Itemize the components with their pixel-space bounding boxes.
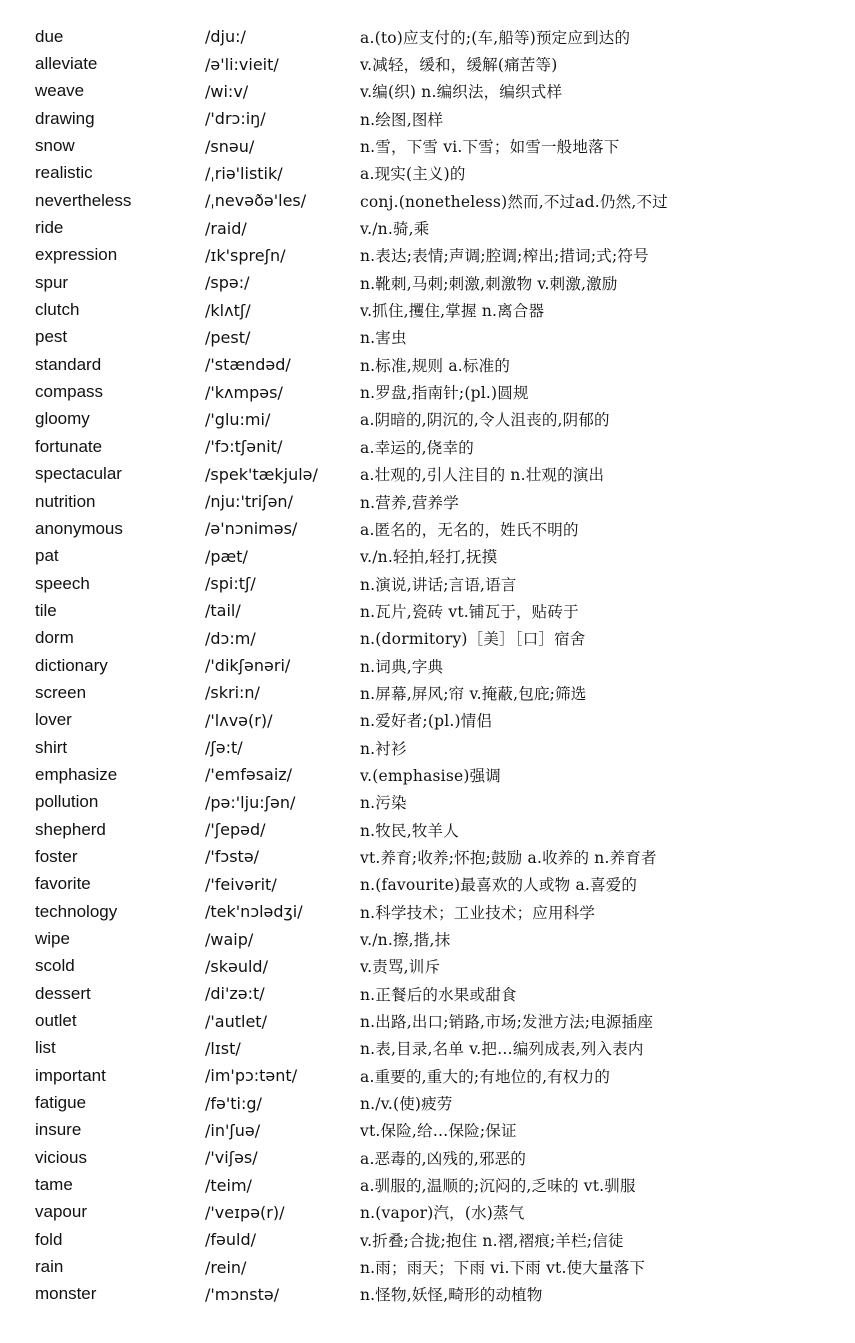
entry-phonetic: /pæt/ — [205, 546, 248, 566]
vocab-entry — [35, 734, 840, 761]
entry-word: list — [35, 1038, 56, 1058]
entry-definition: n.衬衫 — [360, 739, 407, 758]
entry-phonetic: /nju:'triʃən/ — [205, 492, 293, 512]
entry-phonetic: /'glu:mi/ — [205, 409, 271, 429]
entry-word: realistic — [35, 163, 93, 183]
entry-word: wipe — [35, 929, 70, 949]
entry-word: gloomy — [35, 409, 90, 429]
entry-phonetic: /spi:tʃ/ — [205, 574, 256, 594]
entry-definition: n./v.(使)疲劳 — [360, 1095, 453, 1114]
entry-definition: n.怪物,妖怪,畸形的动植物 — [360, 1286, 543, 1305]
vocab-entry — [35, 324, 840, 351]
entry-phonetic: /'dikʃənəri/ — [205, 656, 291, 676]
entry-phonetic: /'kʌmpəs/ — [205, 382, 283, 402]
vocab-entry — [35, 789, 840, 816]
vocab-entry — [35, 679, 840, 706]
entry-word: spur — [35, 272, 69, 292]
entry-definition: n.绘图,图样 — [360, 110, 444, 129]
entry-definition: a.现实(主义)的 — [360, 165, 466, 184]
entry-word: insure — [35, 1120, 82, 1140]
entry-phonetic: /ˌriə'listik/ — [205, 163, 283, 183]
vocab-entry — [35, 378, 840, 405]
entry-definition: a.(to)应支付的;(车,船等)预定应到达的 — [360, 28, 631, 47]
entry-word: fortunate — [35, 436, 103, 456]
vocab-entry — [35, 160, 840, 187]
entry-definition: v.(emphasise)强调 — [360, 766, 501, 785]
entry-phonetic: /rein/ — [205, 1257, 247, 1277]
entry-definition: n.罗盘,指南针;(pl.)圆规 — [360, 384, 529, 403]
entry-definition: n.出路,出口;销路,市场;发泄方法;电源插座 — [360, 1013, 654, 1032]
entry-definition: v./n.骑,乘 — [360, 220, 430, 239]
vocab-entry — [35, 515, 840, 542]
entry-definition: a.匿名的，无名的，姓氏不明的 — [360, 520, 579, 539]
entry-definition: vt.保险,给…保险;保证 — [360, 1122, 517, 1141]
vocab-entry — [35, 871, 840, 898]
vocab-entry — [35, 1171, 840, 1198]
vocab-entry — [35, 269, 840, 296]
entry-definition: a.驯服的,温顺的;沉闷的,乏味的 vt.驯服 — [360, 1177, 636, 1196]
entry-word: dessert — [35, 983, 91, 1003]
vocab-entry — [35, 132, 840, 159]
entry-phonetic: /wi:v/ — [205, 81, 249, 101]
vocab-entry — [35, 406, 840, 433]
entry-phonetic: /tek'nɔlədʒi/ — [205, 902, 303, 922]
entry-word: dictionary — [35, 655, 108, 675]
entry-definition: conj.(nonetheless)然而,不过ad.仍然,不过 — [360, 192, 668, 211]
vocab-entry — [35, 433, 840, 460]
entry-definition: n.靴刺,马刺;刺激,刺激物 v.刺激,激励 — [360, 274, 618, 293]
vocab-entry — [35, 652, 840, 679]
entry-word: emphasize — [35, 764, 118, 784]
entry-word: foster — [35, 846, 78, 866]
entry-phonetic: /ə'nɔniməs/ — [205, 519, 298, 539]
entry-word: alleviate — [35, 54, 98, 74]
entry-phonetic: /fə'ti:g/ — [205, 1093, 262, 1113]
vocab-entry — [35, 488, 840, 515]
entry-phonetic: /pə:'lju:ʃən/ — [205, 792, 296, 812]
entry-word: technology — [35, 901, 118, 921]
vocab-entry — [35, 1007, 840, 1034]
entry-phonetic: /ˌnevəðə'les/ — [205, 191, 307, 211]
entry-phonetic: /'veɪpə(r)/ — [205, 1202, 285, 1222]
entry-definition: a.壮观的,引人注目的 n.壮观的演出 — [360, 466, 605, 485]
entry-phonetic: /'viʃəs/ — [205, 1148, 258, 1168]
entry-definition: v.编(织) n.编织法，编织式样 — [360, 83, 563, 102]
entry-word: ride — [35, 218, 64, 238]
entry-definition: a.恶毒的,凶残的,邪恶的 — [360, 1149, 527, 1168]
entry-phonetic: /'stændəd/ — [205, 355, 291, 375]
vocab-entry — [35, 214, 840, 241]
entry-definition: n.正餐后的水果或甜食 — [360, 985, 517, 1004]
vocab-entry — [35, 1253, 840, 1280]
entry-word: pest — [35, 327, 68, 347]
vocab-entry — [35, 1144, 840, 1171]
entry-phonetic: /ə'li:vieit/ — [205, 54, 279, 74]
entry-phonetic: /skri:n/ — [205, 683, 260, 703]
entry-phonetic: /fəuld/ — [205, 1230, 256, 1250]
vocab-entry — [35, 1062, 840, 1089]
entry-definition: v.责骂,训斥 — [360, 958, 441, 977]
vocab-entry — [35, 816, 840, 843]
entry-definition: n.雪，下雪 vi.下雪；如雪一般地落下 — [360, 138, 620, 157]
entry-definition: a.重要的,重大的;有地位的,有权力的 — [360, 1067, 611, 1086]
entry-phonetic: /'emfəsaiz/ — [205, 765, 293, 785]
entry-definition: n.标准,规则 a.标准的 — [360, 356, 511, 375]
entry-definition: n.牧民,牧羊人 — [360, 821, 459, 840]
vocab-entry — [35, 78, 840, 105]
entry-definition: n.(dormitory)［美］［口］宿舍 — [360, 630, 586, 649]
entry-definition: v./n.轻拍,轻打,抚摸 — [360, 548, 498, 567]
entry-word: spectacular — [35, 464, 122, 484]
entry-word: nutrition — [35, 491, 96, 511]
entry-definition: n.表达;表情;声调;腔调;榨出;措词;式;符号 — [360, 247, 649, 266]
vocab-entry — [35, 761, 840, 788]
vocab-entry — [35, 570, 840, 597]
entry-phonetic: /'ʃepəd/ — [205, 820, 266, 840]
entry-word: rain — [35, 1257, 64, 1277]
entry-word: nevertheless — [35, 190, 132, 210]
entry-definition: n.词典,字典 — [360, 657, 444, 676]
entry-definition: n.营养,营养学 — [360, 493, 459, 512]
entry-phonetic: /snəu/ — [205, 136, 255, 156]
vocab-entry — [35, 1226, 840, 1253]
vocabulary-list — [35, 23, 840, 1308]
entry-word: pollution — [35, 792, 99, 812]
entry-phonetic: /spek'tækjulə/ — [205, 464, 318, 484]
vocab-entry — [35, 242, 840, 269]
vocab-entry — [35, 1199, 840, 1226]
entry-definition: n.雨；雨天；下雨 vi.下雨 vt.使大量落下 — [360, 1259, 646, 1278]
entry-definition: a.幸运的,侥幸的 — [360, 438, 474, 457]
entry-phonetic: /dju:/ — [205, 27, 246, 47]
entry-phonetic: /in'ʃuə/ — [205, 1120, 261, 1140]
vocab-entry — [35, 296, 840, 323]
entry-phonetic: /'lʌvə(r)/ — [205, 710, 273, 730]
vocab-entry — [35, 980, 840, 1007]
entry-word: tile — [35, 600, 57, 620]
entry-definition: n.演说,讲话;言语,语言 — [360, 575, 517, 594]
vocab-entry — [35, 23, 840, 50]
entry-definition: v./n.擦,揩,抹 — [360, 931, 451, 950]
entry-phonetic: /'autlet/ — [205, 1011, 267, 1031]
entry-word: monster — [35, 1284, 97, 1304]
entry-phonetic: /ʃə:t/ — [205, 738, 243, 758]
vocab-entry — [35, 843, 840, 870]
entry-phonetic: /spə:/ — [205, 273, 250, 293]
vocab-entry — [35, 1035, 840, 1062]
entry-definition: n.爱好者;(pl.)情侣 — [360, 712, 493, 731]
entry-phonetic: /klʌtʃ/ — [205, 300, 251, 320]
entry-definition: n.(vapor)汽，(水)蒸气 — [360, 1204, 525, 1223]
entry-phonetic: /raid/ — [205, 218, 247, 238]
entry-phonetic: /skəuld/ — [205, 956, 268, 976]
entry-word: speech — [35, 573, 90, 593]
entry-phonetic: /ɪk'spreʃn/ — [205, 245, 286, 265]
entry-word: due — [35, 26, 64, 46]
entry-word: tame — [35, 1175, 73, 1195]
entry-word: lover — [35, 710, 72, 730]
entry-phonetic: /waip/ — [205, 929, 254, 949]
entry-phonetic: /di'zə:t/ — [205, 984, 265, 1004]
entry-phonetic: /'mɔnstə/ — [205, 1284, 280, 1304]
entry-word: shepherd — [35, 819, 106, 839]
entry-phonetic: /lɪst/ — [205, 1038, 241, 1058]
entry-definition: v.折叠;合拢;抱住 n.褶,褶痕;羊栏;信徒 — [360, 1231, 624, 1250]
entry-phonetic: /dɔ:m/ — [205, 628, 256, 648]
entry-phonetic: /'feivərit/ — [205, 874, 277, 894]
entry-phonetic: /pest/ — [205, 327, 251, 347]
entry-definition: a.阴暗的,阴沉的,令人沮丧的,阴郁的 — [360, 411, 610, 430]
entry-definition: v.减轻，缓和，缓解(痛苦等) — [360, 56, 558, 75]
vocab-entry — [35, 1089, 840, 1116]
entry-word: vapour — [35, 1202, 87, 1222]
vocab-entry — [35, 1281, 840, 1308]
vocab-entry — [35, 953, 840, 980]
vocab-entry — [35, 707, 840, 734]
entry-definition: n.瓦片,瓷砖 vt.铺瓦于，贴砖于 — [360, 602, 579, 621]
entry-definition: v.抓住,攫住,掌握 n.离合器 — [360, 302, 545, 321]
vocab-entry — [35, 543, 840, 570]
entry-word: drawing — [35, 108, 95, 128]
entry-phonetic: /teim/ — [205, 1175, 252, 1195]
entry-word: standard — [35, 354, 102, 374]
entry-word: weave — [35, 81, 85, 101]
entry-word: fatigue — [35, 1093, 87, 1113]
entry-word: vicious — [35, 1147, 87, 1167]
entry-phonetic: /tail/ — [205, 601, 241, 621]
vocab-entry — [35, 105, 840, 132]
entry-word: scold — [35, 956, 75, 976]
entry-definition: n.(favourite)最喜欢的人或物 a.喜爱的 — [360, 876, 638, 895]
vocab-entry — [35, 187, 840, 214]
entry-word: clutch — [35, 300, 80, 320]
vocab-entry — [35, 625, 840, 652]
entry-phonetic: /im'pɔ:tənt/ — [205, 1066, 298, 1086]
vocab-entry — [35, 351, 840, 378]
entry-definition: n.害虫 — [360, 329, 407, 348]
entry-word: outlet — [35, 1011, 77, 1031]
vocab-entry — [35, 898, 840, 925]
entry-definition: n.屏幕,屏风;帘 v.掩蔽,包庇;筛选 — [360, 684, 587, 703]
entry-word: anonymous — [35, 518, 123, 538]
entry-word: snow — [35, 136, 75, 156]
entry-word: pat — [35, 546, 59, 566]
entry-phonetic: /'drɔ:iŋ/ — [205, 109, 266, 129]
entry-word: dorm — [35, 628, 74, 648]
entry-definition: vt.养育;收养;怀抱;鼓励 a.收养的 n.养育者 — [360, 848, 657, 867]
entry-phonetic: /'fɔ:tʃənit/ — [205, 437, 283, 457]
entry-word: screen — [35, 682, 87, 702]
entry-word: fold — [35, 1229, 63, 1249]
vocab-entry — [35, 461, 840, 488]
vocab-entry — [35, 1117, 840, 1144]
entry-word: important — [35, 1065, 106, 1085]
entry-word: compass — [35, 382, 104, 402]
vocab-entry — [35, 925, 840, 952]
entry-phonetic: /'fɔstə/ — [205, 847, 260, 867]
entry-definition: n.污染 — [360, 794, 407, 813]
entry-word: expression — [35, 245, 118, 265]
vocab-entry — [35, 597, 840, 624]
entry-definition: n.表,目录,名单 v.把…编列成表,列入表内 — [360, 1040, 644, 1059]
entry-definition: n.科学技术；工业技术；应用科学 — [360, 903, 596, 922]
entry-word: shirt — [35, 737, 68, 757]
vocab-entry — [35, 50, 840, 77]
entry-word: favorite — [35, 874, 91, 894]
